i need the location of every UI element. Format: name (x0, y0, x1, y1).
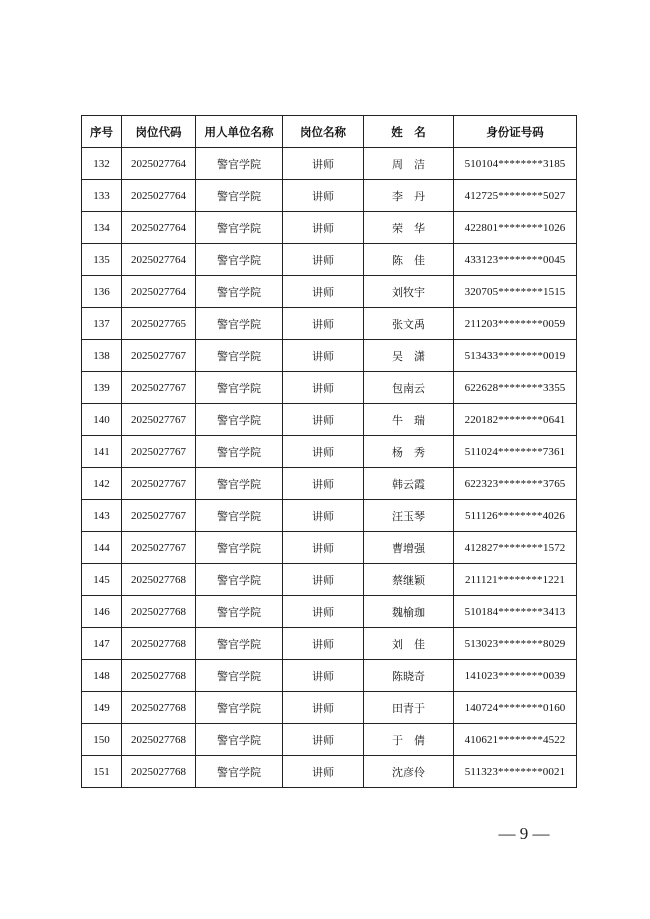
cell-id-number: 511024********7361 (454, 436, 577, 468)
cell-position-code: 2025027767 (122, 404, 196, 436)
cell-employer-name: 警官学院 (196, 276, 283, 308)
cell-serial-number: 149 (82, 692, 122, 724)
cell-position-name: 讲师 (283, 340, 364, 372)
cell-position-code: 2025027768 (122, 756, 196, 788)
cell-position-name: 讲师 (283, 180, 364, 212)
cell-position-code: 2025027764 (122, 244, 196, 276)
table-row (82, 596, 577, 628)
cell-serial-number: 143 (82, 500, 122, 532)
cell-serial-number: 145 (82, 564, 122, 596)
cell-position-name: 讲师 (283, 436, 364, 468)
table-row (82, 756, 577, 788)
cell-position-name: 讲师 (283, 596, 364, 628)
cell-position-name: 讲师 (283, 244, 364, 276)
cell-person-name: 包南云 (364, 372, 454, 404)
cell-employer-name: 警官学院 (196, 372, 283, 404)
cell-position-code: 2025027768 (122, 692, 196, 724)
cell-position-code: 2025027768 (122, 724, 196, 756)
cell-person-name: 蔡继颖 (364, 564, 454, 596)
cell-position-code: 2025027764 (122, 212, 196, 244)
cell-person-name: 刘 佳 (364, 628, 454, 660)
cell-position-code: 2025027767 (122, 372, 196, 404)
cell-serial-number: 133 (82, 180, 122, 212)
cell-id-number: 510104********3185 (454, 148, 577, 180)
cell-id-number: 422801********1026 (454, 212, 577, 244)
table-row (82, 660, 577, 692)
cell-employer-name: 警官学院 (196, 724, 283, 756)
cell-id-number: 412725********5027 (454, 180, 577, 212)
table-row (82, 244, 577, 276)
cell-serial-number: 147 (82, 628, 122, 660)
table-row (82, 372, 577, 404)
cell-position-code: 2025027767 (122, 436, 196, 468)
cell-position-name: 讲师 (283, 468, 364, 500)
cell-id-number: 211121********1221 (454, 564, 577, 596)
cell-position-code: 2025027767 (122, 340, 196, 372)
cell-position-code: 2025027764 (122, 180, 196, 212)
cell-person-name: 于 倩 (364, 724, 454, 756)
cell-position-name: 讲师 (283, 148, 364, 180)
cell-position-code: 2025027767 (122, 532, 196, 564)
cell-position-name: 讲师 (283, 564, 364, 596)
cell-id-number: 511323********0021 (454, 756, 577, 788)
cell-position-code: 2025027764 (122, 148, 196, 180)
cell-person-name: 韩云霞 (364, 468, 454, 500)
cell-id-number: 513023********8029 (454, 628, 577, 660)
header-employer-name: 用人单位名称 (196, 116, 283, 148)
header-serial-number: 序号 (82, 116, 122, 148)
cell-person-name: 陈晓奇 (364, 660, 454, 692)
cell-id-number: 320705********1515 (454, 276, 577, 308)
cell-person-name: 荣 华 (364, 212, 454, 244)
table-row (82, 532, 577, 564)
cell-person-name: 田青于 (364, 692, 454, 724)
table-row (82, 468, 577, 500)
table-row (82, 276, 577, 308)
personnel-table (81, 115, 577, 788)
table-row (82, 692, 577, 724)
cell-serial-number: 142 (82, 468, 122, 500)
cell-person-name: 魏榆珈 (364, 596, 454, 628)
cell-position-name: 讲师 (283, 276, 364, 308)
cell-id-number: 412827********1572 (454, 532, 577, 564)
cell-serial-number: 135 (82, 244, 122, 276)
cell-person-name: 汪玉琴 (364, 500, 454, 532)
cell-serial-number: 140 (82, 404, 122, 436)
cell-person-name: 周 洁 (364, 148, 454, 180)
header-person-name: 姓 名 (364, 116, 454, 148)
cell-position-name: 讲师 (283, 756, 364, 788)
cell-position-name: 讲师 (283, 724, 364, 756)
cell-id-number: 513433********0019 (454, 340, 577, 372)
table-row (82, 180, 577, 212)
cell-id-number: 140724********0160 (454, 692, 577, 724)
cell-position-name: 讲师 (283, 628, 364, 660)
cell-employer-name: 警官学院 (196, 532, 283, 564)
cell-employer-name: 警官学院 (196, 212, 283, 244)
cell-serial-number: 144 (82, 532, 122, 564)
cell-serial-number: 139 (82, 372, 122, 404)
cell-id-number: 622628********3355 (454, 372, 577, 404)
cell-position-code: 2025027767 (122, 500, 196, 532)
cell-serial-number: 146 (82, 596, 122, 628)
cell-serial-number: 141 (82, 436, 122, 468)
cell-person-name: 李 丹 (364, 180, 454, 212)
cell-person-name: 牛 瑞 (364, 404, 454, 436)
cell-employer-name: 警官学院 (196, 468, 283, 500)
table-header-row (82, 116, 577, 148)
table-row (82, 564, 577, 596)
cell-id-number: 141023********0039 (454, 660, 577, 692)
cell-position-name: 讲师 (283, 404, 364, 436)
cell-position-name: 讲师 (283, 500, 364, 532)
cell-id-number: 622323********3765 (454, 468, 577, 500)
cell-position-name: 讲师 (283, 692, 364, 724)
table-row (82, 404, 577, 436)
cell-employer-name: 警官学院 (196, 180, 283, 212)
table-row (82, 724, 577, 756)
cell-employer-name: 警官学院 (196, 564, 283, 596)
cell-serial-number: 148 (82, 660, 122, 692)
cell-person-name: 刘牧宇 (364, 276, 454, 308)
table-row (82, 628, 577, 660)
table-row (82, 212, 577, 244)
table-row (82, 148, 577, 180)
cell-employer-name: 警官学院 (196, 500, 283, 532)
cell-position-name: 讲师 (283, 532, 364, 564)
table-row (82, 500, 577, 532)
cell-person-name: 曹增强 (364, 532, 454, 564)
table-row (82, 308, 577, 340)
page-number: — 9 — (498, 824, 550, 843)
cell-position-code: 2025027767 (122, 468, 196, 500)
cell-serial-number: 138 (82, 340, 122, 372)
cell-person-name: 沈彦伶 (364, 756, 454, 788)
header-position-code: 岗位代码 (122, 116, 196, 148)
cell-serial-number: 137 (82, 308, 122, 340)
cell-employer-name: 警官学院 (196, 692, 283, 724)
cell-position-name: 讲师 (283, 372, 364, 404)
table-body (82, 148, 577, 788)
cell-employer-name: 警官学院 (196, 148, 283, 180)
cell-person-name: 陈 佳 (364, 244, 454, 276)
cell-id-number: 433123********0045 (454, 244, 577, 276)
cell-serial-number: 151 (82, 756, 122, 788)
cell-position-code: 2025027768 (122, 564, 196, 596)
cell-position-code: 2025027764 (122, 276, 196, 308)
cell-serial-number: 134 (82, 212, 122, 244)
cell-id-number: 410621********4522 (454, 724, 577, 756)
cell-id-number: 510184********3413 (454, 596, 577, 628)
cell-person-name: 吴 潇 (364, 340, 454, 372)
cell-position-name: 讲师 (283, 212, 364, 244)
cell-serial-number: 136 (82, 276, 122, 308)
cell-position-code: 2025027768 (122, 628, 196, 660)
cell-id-number: 220182********0641 (454, 404, 577, 436)
table-row (82, 340, 577, 372)
cell-position-name: 讲师 (283, 308, 364, 340)
cell-employer-name: 警官学院 (196, 308, 283, 340)
cell-employer-name: 警官学院 (196, 244, 283, 276)
cell-employer-name: 警官学院 (196, 436, 283, 468)
cell-position-code: 2025027768 (122, 596, 196, 628)
cell-employer-name: 警官学院 (196, 628, 283, 660)
table-row (82, 436, 577, 468)
cell-serial-number: 132 (82, 148, 122, 180)
cell-person-name: 杨 秀 (364, 436, 454, 468)
header-position-name: 岗位名称 (283, 116, 364, 148)
cell-id-number: 211203********0059 (454, 308, 577, 340)
cell-position-code: 2025027765 (122, 308, 196, 340)
cell-position-name: 讲师 (283, 660, 364, 692)
header-id-number: 身份证号码 (454, 116, 577, 148)
cell-employer-name: 警官学院 (196, 756, 283, 788)
cell-employer-name: 警官学院 (196, 340, 283, 372)
cell-employer-name: 警官学院 (196, 660, 283, 692)
cell-person-name: 张文禹 (364, 308, 454, 340)
cell-position-code: 2025027768 (122, 660, 196, 692)
cell-id-number: 511126********4026 (454, 500, 577, 532)
cell-employer-name: 警官学院 (196, 596, 283, 628)
cell-employer-name: 警官学院 (196, 404, 283, 436)
cell-serial-number: 150 (82, 724, 122, 756)
